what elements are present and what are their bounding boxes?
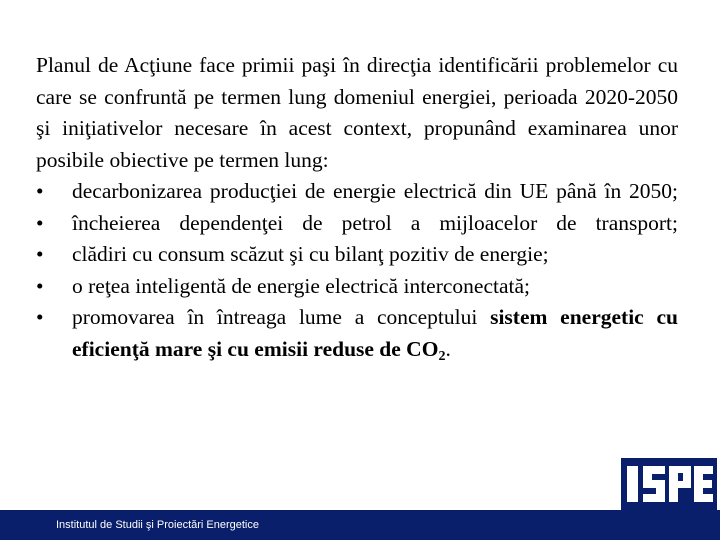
slide-body [36, 50, 678, 372]
list-item-text: clădiri cu consum scăzut şi cu bilanţ pozitiv de energie; [72, 242, 549, 266]
list-item [36, 208, 678, 240]
bullet-icon: • [36, 242, 44, 266]
bullet-icon: • [36, 305, 44, 329]
objectives-list [36, 176, 678, 372]
list-item-text: o reţea inteligentă de energie electrică interconectată; [72, 273, 530, 298]
list-item [36, 302, 678, 372]
list-item-text: promovarea în întreaga lume a conceptului [72, 305, 491, 329]
list-item [36, 176, 678, 208]
footer-bar [0, 510, 720, 540]
footer-institute-name: Institutul de Studii şi Proiectări Energetice [56, 519, 259, 531]
list-item [36, 239, 678, 271]
list-item-text: încheierea dependenţei de petrol a mijloacelor de transport; [72, 210, 678, 235]
list-item [36, 271, 678, 303]
list-item-end: . [445, 336, 451, 361]
subscript-text: 2 [438, 348, 446, 364]
intro-paragraph: Planul de Acţiune face primii paşi în direcţia identificării problemelor cu care se confruntă pe termen lung domeniul energiei, perioada 2020-2050 şi iniţiativelor necesare în acest context, propunând examinarea unor posibile obiective pe termen lung: [36, 53, 678, 172]
bullet-icon: • [36, 210, 44, 235]
ispe-logo [621, 458, 717, 510]
bullet-icon: • [36, 179, 44, 203]
list-item-bold-text: sistem energetic cu eficienţă mare şi cu emisii reduse de CO [72, 305, 678, 361]
bullet-icon: • [36, 273, 44, 298]
list-item-text: decarbonizarea producţiei de energie electrică din UE până în 2050; [72, 179, 678, 203]
